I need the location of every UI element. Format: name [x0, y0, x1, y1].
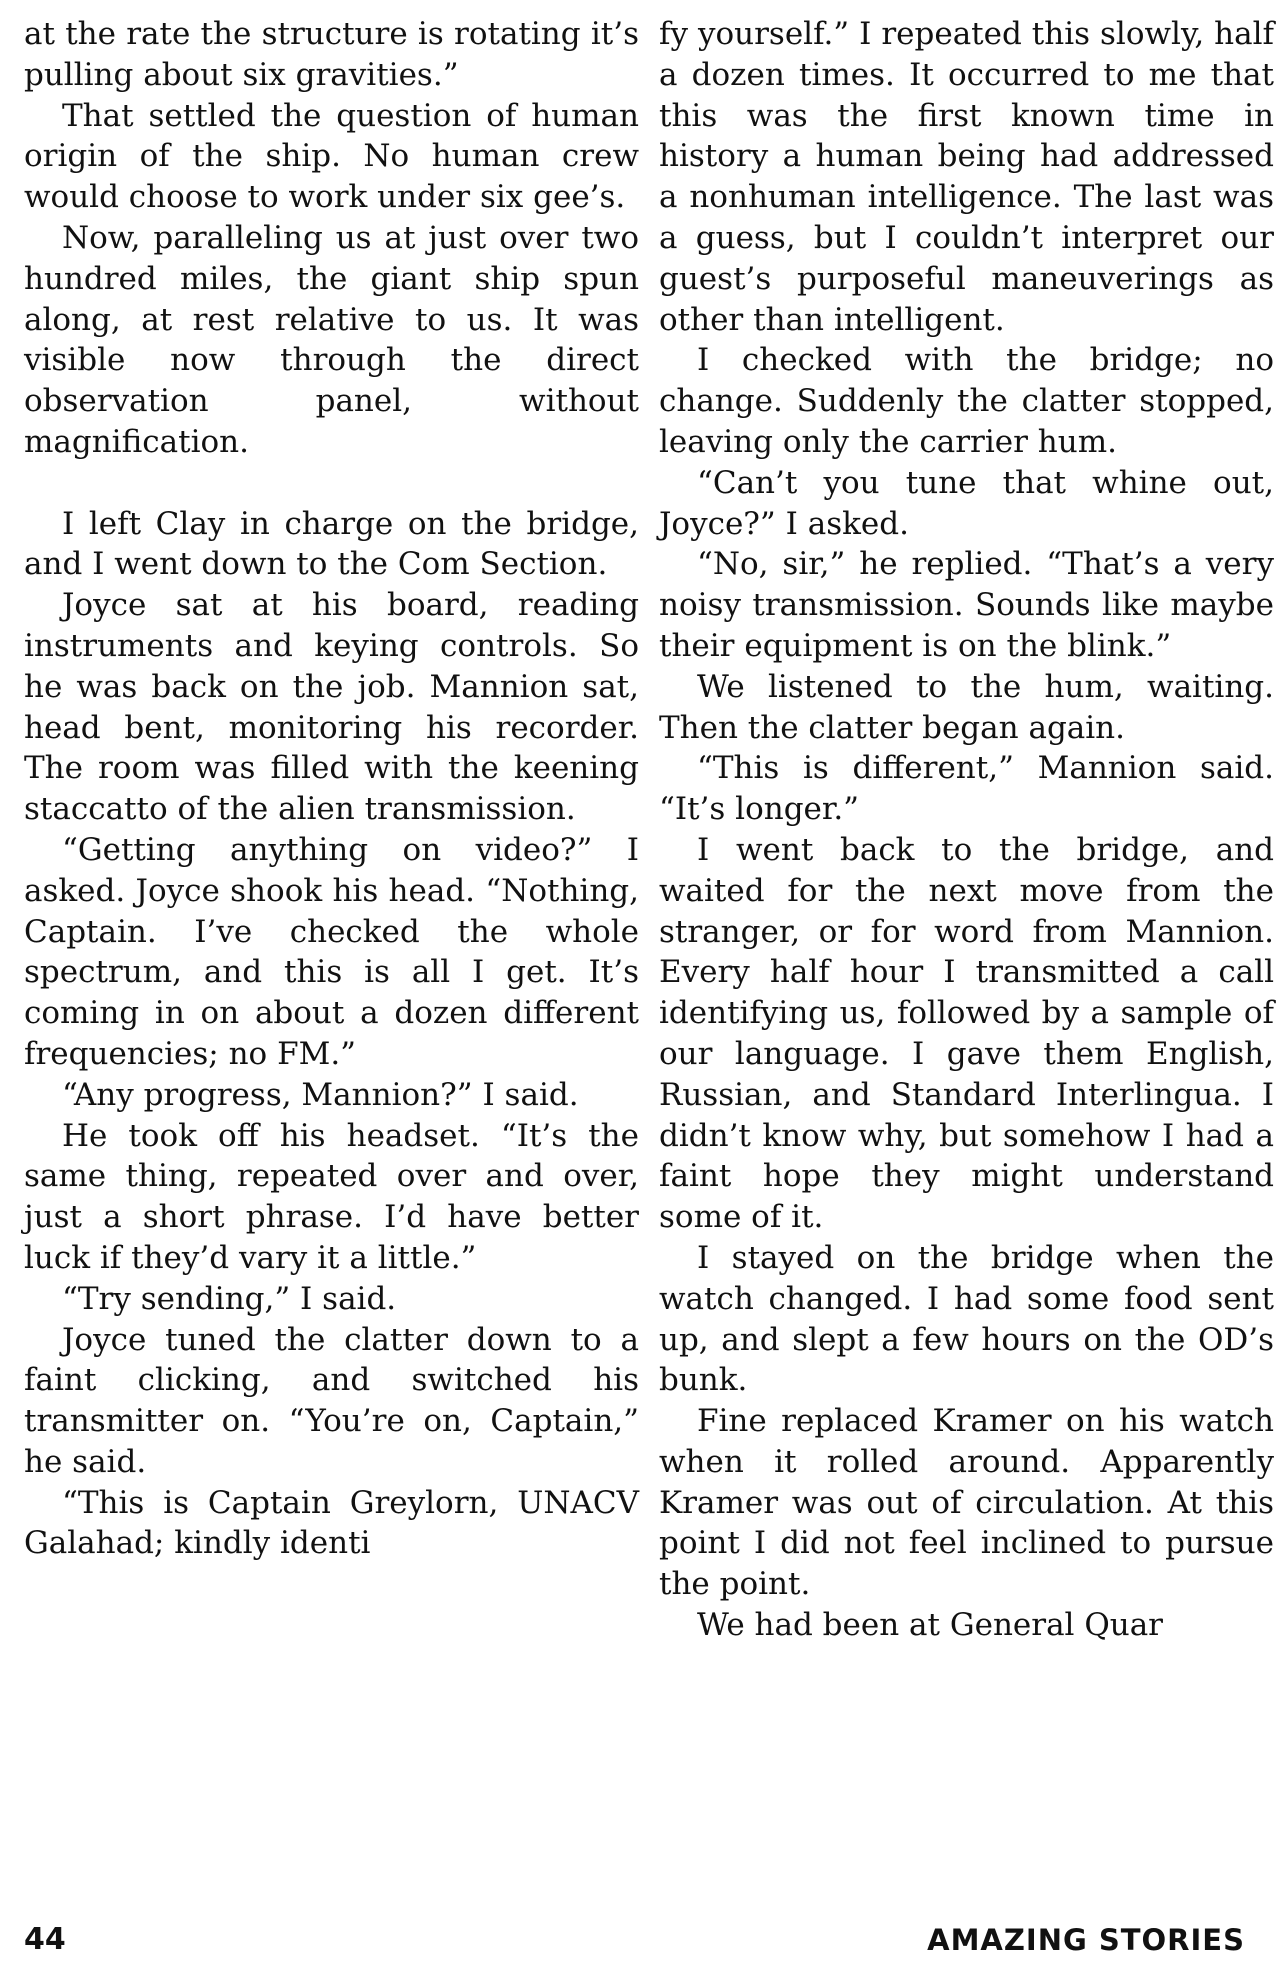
- left-text-column: [24, 14, 639, 1564]
- page-footer: [0, 1920, 1283, 1960]
- paragraph: Fine replaced Kramer on his watch when it rolled around. Apparently Kramer was out of circulation. At this point I did not feel inclined to pursue the point.: [659, 1403, 1274, 1603]
- running-title: AMAZING STORIES: [927, 1923, 1245, 1957]
- paragraph: Now, paralleling us at just over two hundred miles, the giant ship spun along, at rest relative to us. It was visible now through the direct observation panel, without magnification.: [24, 219, 639, 460]
- paragraph: He took off his headset. “It’s the same thing, repeated over and over, just a short phrase. I’d have better luck if they’d vary it a little.”: [24, 1117, 639, 1276]
- paragraph: “Any progress, Mannion?” I said.: [62, 1076, 579, 1113]
- paragraph-section-start: I left Clay in charge on the bridge, and I went down to the Com Section.: [24, 505, 639, 583]
- paragraph: I went back to the bridge, and waited for the next move from the stranger, or for word from Mannion. Every half hour I transmitted a call identifying us, followed by a sample of our language. I gave them English, Russian, and Standard Interlingua. I didn’t know why, but somehow I had a faint hope they might understand some of it.: [659, 831, 1274, 1236]
- paragraph: “Can’t you tune that whine out, Joyce?” I asked.: [659, 464, 1274, 542]
- paragraph: We had been at General Quar: [697, 1607, 1163, 1644]
- right-text-column: [659, 14, 1274, 1646]
- paragraph-continued: at the rate the structure is rotating it’s pulling about six gravities.”: [24, 16, 639, 93]
- paragraph: I stayed on the bridge when the watch changed. I had some food sent up, and slept a few hours on the OD’s bunk.: [659, 1239, 1274, 1399]
- paragraph: “No, sir,” he replied. “That’s a very noisy transmission. Sounds like maybe their equipment is on the blink.”: [659, 546, 1274, 664]
- paragraph: “This is different,” Mannion said. “It’s longer.”: [659, 750, 1274, 828]
- paragraph: “This is Captain Greylorn, UNACV Galahad; kindly identi: [24, 1484, 639, 1562]
- paragraph: Joyce tuned the clatter down to a faint clicking, and switched his transmitter on. “You’re on, Captain,” he said.: [24, 1321, 639, 1480]
- paragraph: Joyce sat at his board, reading instruments and keying controls. So he was back on the job. Mannion sat, head bent, monitoring his recorder. The room was filled with the keening staccatto of the alien transmission.: [24, 587, 639, 828]
- page-number: 44: [24, 1922, 66, 1957]
- paragraph: That settled the question of human origin of the ship. No human crew would choose to work under six gee’s.: [24, 97, 639, 216]
- paragraph: “Try sending,” I said.: [62, 1280, 397, 1317]
- paragraph: “Getting anything on video?” I asked. Joyce shook his head. “Nothing, Captain. I’ve checked the whole spectrum, and this is all I get. It’s coming in on about a dozen different frequencies; no FM.”: [24, 831, 639, 1072]
- paragraph: We listened to the hum, waiting. Then the clatter began again.: [659, 668, 1274, 746]
- paragraph: I checked with the bridge; no change. Suddenly the clatter stopped, leaving only the carrier hum.: [659, 342, 1274, 460]
- paragraph-continued: fy yourself.” I repeated this slowly, half a dozen times. It occurred to me that this was the first known time in history a human being had addressed a nonhuman intelligence. The last was a guess, but I couldn’t interpret our guest’s purposeful maneuverings as other than intelligent.: [659, 16, 1274, 338]
